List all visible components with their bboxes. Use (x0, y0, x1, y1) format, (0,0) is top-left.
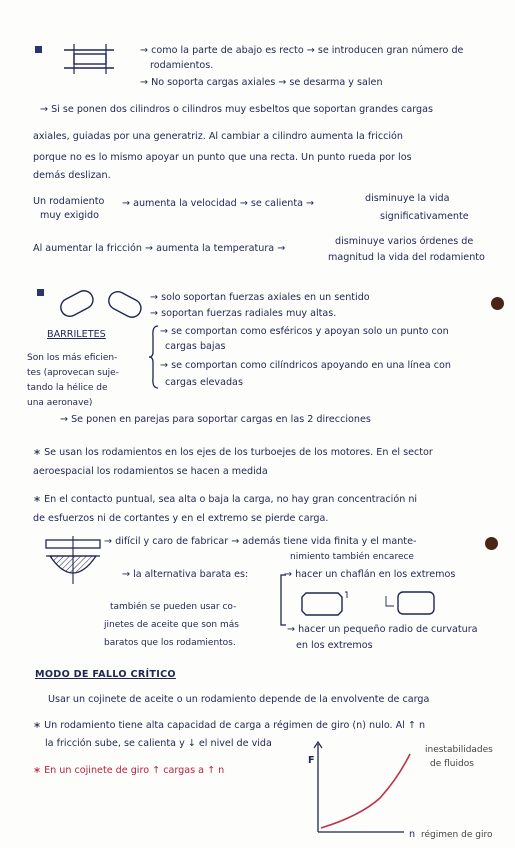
chamfer-shape-icon (298, 590, 348, 618)
brace-icon (148, 324, 160, 390)
flow-text: Al aumentar la fricción → aumenta la temperatura → (33, 243, 286, 254)
paragraph-line: axiales, guiadas por una generatriz. Al cambiar a cilindro aumenta la fricción (33, 131, 403, 142)
paragraph-line: porque no es lo mismo apoyar un punto que una recta. Un punto rueda por los (33, 152, 412, 163)
bullet-marker (35, 46, 42, 53)
paragraph-line: demás deslizan. (33, 170, 111, 181)
section-title: MODO DE FALLO CRÍTICO (35, 669, 176, 680)
barriletes-item: → se comportan como esféricos y apoyan solo un punto con (160, 326, 449, 337)
text-line: → No soporta cargas axiales → se desarma y salen (140, 77, 383, 88)
bearing-section-sketch-icon (44, 536, 104, 586)
paragraph-line: Usar un cojinete de aceite o un rodamiento depende de la envolvente de carga (48, 694, 430, 705)
barriletes-label: BARRILETES (47, 329, 106, 340)
graph-ylabel: F (308, 755, 315, 766)
text-line: → como la parte de abajo es recto → se introducen gran número de (140, 45, 464, 56)
text-line: rodamientos. (150, 60, 214, 71)
barriletes-pairs: → Se ponen en parejas para soportar cargas en las 2 direcciones (60, 414, 371, 425)
text-line: también se pueden usar co- (110, 602, 237, 612)
paragraph-line: de esfuerzos ni de cortantes y en el extremo se pierde carga. (33, 513, 329, 524)
flow-text: magnitud la vida del rodamiento (328, 252, 485, 263)
side-note: tando la hélice de (27, 383, 108, 393)
barrel-bearing-sketch-icon (52, 284, 150, 324)
bearing-sketch-icon (62, 42, 118, 76)
paragraph-line: ∗ Se usan los rodamientos en los ejes de los turboejes de los motores. En el sector (33, 447, 433, 458)
graph-annotation: inestabilidades (425, 745, 493, 755)
barriletes-item: cargas bajas (165, 341, 226, 352)
barriletes-item: cargas elevadas (165, 377, 243, 388)
paragraph-line: ∗ En un cojinete de giro ↑ cargas a ↑ n (33, 765, 225, 776)
graph-annotation: de fluidos (430, 759, 474, 769)
graph-xlabel: n (409, 829, 416, 840)
text-line: → difícil y caro de fabricar → además tiene vida finita y el mante- (104, 536, 417, 547)
paragraph-line: la fricción sube, se calienta y ↓ el nivel de vida (45, 738, 272, 749)
flow-text: → aumenta la velocidad → se calienta → (122, 198, 315, 209)
bracket-icon (278, 573, 288, 629)
paragraph-line: → Si se ponen dos cilindros o cilindros muy esbeltos que soportan grandes cargas (40, 104, 434, 115)
text-line: → hacer un chaflán en los extremos (284, 569, 456, 580)
side-note: Son los más eficien- (27, 353, 118, 363)
paragraph-line: ∗ Un rodamiento tiene alta capacidad de carga a régimen de giro (n) nulo. Al ↑ n (33, 720, 426, 731)
barriletes-item: → soportan fuerzas radiales muy altas. (150, 308, 337, 319)
text-line: → la alternativa barata es: (122, 569, 249, 580)
binder-hole (491, 297, 504, 310)
text-line: → hacer un pequeño radio de curvatura (287, 624, 478, 635)
paragraph-line: ∗ En el contacto puntual, sea alta o baja la carga, no hay gran concentración ni (33, 494, 418, 505)
flow-text: muy exigido (40, 210, 99, 221)
paragraph-line: aeroespacial los rodamientos se hacen a medida (33, 466, 268, 477)
flow-text: Un rodamiento (33, 196, 105, 207)
barriletes-item: → solo soportan fuerzas axiales en un sentido (150, 292, 370, 303)
binder-hole (485, 537, 498, 550)
flow-text: disminuye varios órdenes de (335, 236, 474, 247)
flow-text: significativamente (380, 211, 469, 222)
flow-text: disminuye la vida (365, 193, 450, 204)
barriletes-item: → se comportan como cilíndricos apoyando en una línea con (160, 360, 451, 371)
bullet-marker (37, 289, 44, 296)
text-line: en los extremos (296, 640, 373, 651)
text-line: jinetes de aceite que son más (104, 620, 239, 630)
text-line: nimiento también encarece (290, 552, 414, 562)
graph-xlabel-text: régimen de giro (421, 830, 493, 840)
text-line: baratos que los rodamientos. (104, 638, 236, 648)
side-note: una aeronave) (27, 398, 93, 408)
radius-shape-icon (382, 588, 438, 618)
side-note: tes (aprovecan suje- (27, 368, 119, 378)
